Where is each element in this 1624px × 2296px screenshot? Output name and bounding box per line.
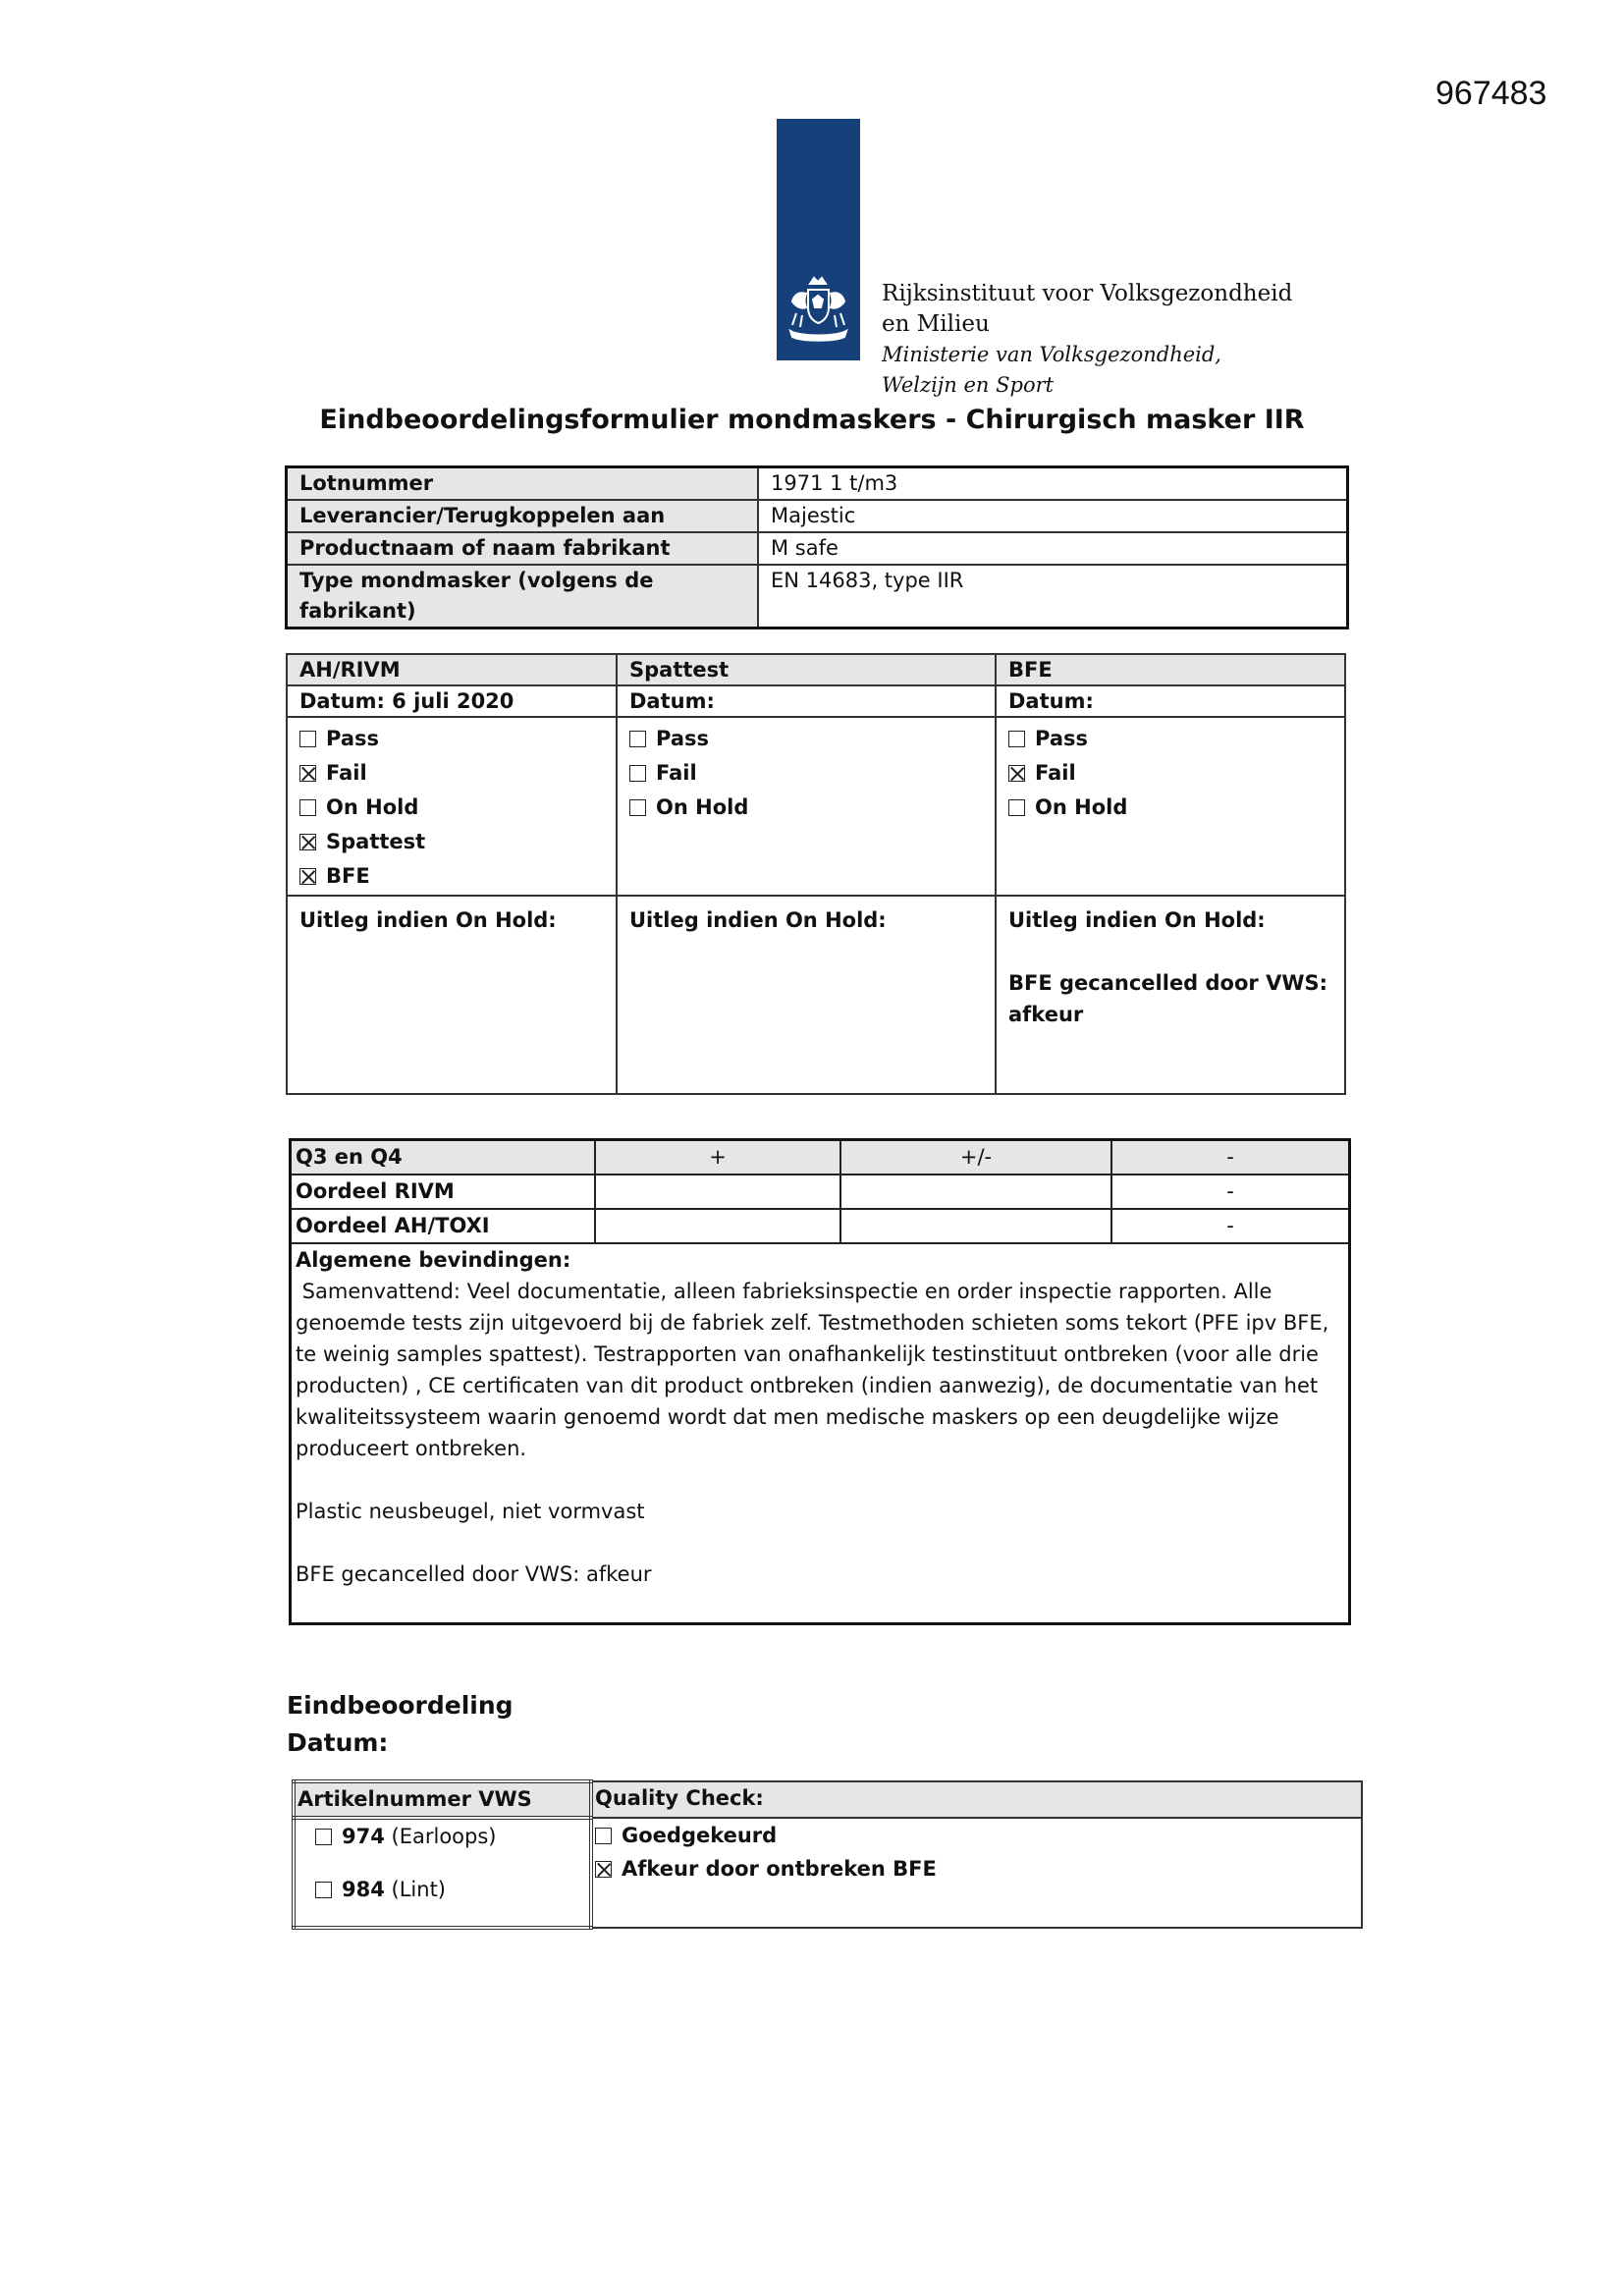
checked-checkbox-icon[interactable] — [595, 1861, 612, 1878]
options-bfe — [996, 717, 1345, 896]
table-row — [294, 1781, 1362, 1818]
explanation-ah-rivm: Uitleg indien On Hold: — [287, 896, 617, 1094]
quality-check-options — [591, 1818, 1362, 1928]
findings-line: BFE gecancelled door VWS: afkeur — [296, 1562, 652, 1586]
assessment-table — [289, 1138, 1351, 1625]
checked-checkbox-icon[interactable] — [299, 834, 316, 850]
findings-line: kwaliteitssysteem waarin genoemd wordt dat men medische maskers op een deugdelijke wijze — [296, 1405, 1279, 1429]
artikel-974[interactable]: 974 (Earloops) — [315, 1820, 587, 1853]
findings-line — [296, 1464, 1344, 1496]
assessment-header-minus: - — [1111, 1140, 1350, 1175]
assessment-cell-plus — [595, 1175, 840, 1209]
info-table — [285, 465, 1349, 629]
assessment-cell-minus: - — [1111, 1209, 1350, 1243]
form-title: Eindbeoordelingsformulier mondmaskers - Chirurgisch masker IIR — [319, 405, 1305, 435]
option-on-hold[interactable]: On Hold — [299, 791, 604, 825]
checkbox-icon[interactable] — [629, 765, 646, 782]
findings-line — [296, 1527, 1344, 1558]
assessment-header-plusminus: +/- — [840, 1140, 1111, 1175]
option-fail[interactable]: Fail — [299, 756, 604, 791]
option-fail[interactable]: Fail — [629, 756, 983, 791]
table-row — [287, 654, 1345, 685]
table-row — [287, 467, 1348, 501]
findings-cell — [291, 1243, 1350, 1624]
option-pass[interactable]: Pass — [629, 722, 983, 756]
explanation-bfe: Uitleg indien On Hold: BFE gecancelled door VWS: afkeur — [996, 896, 1345, 1094]
assessment-cell-plusminus — [840, 1175, 1111, 1209]
checkbox-icon[interactable] — [299, 799, 316, 816]
org-line-3: Ministerie van Volksgezondheid, — [882, 343, 1221, 366]
col-header-spattest: Spattest — [617, 654, 996, 685]
option-on-hold[interactable]: On Hold — [1008, 791, 1332, 825]
checkbox-icon[interactable] — [1008, 731, 1025, 747]
org-line-1: Rijksinstituut voor Volksgezondheid — [882, 281, 1293, 306]
final-title: Eindbeoordeling — [287, 1691, 514, 1720]
artikel-header: Artikelnummer VWS — [294, 1781, 591, 1818]
info-label: Productnaam of naam fabrikant — [287, 532, 759, 565]
explanation-spattest: Uitleg indien On Hold: — [617, 896, 996, 1094]
checkbox-icon[interactable] — [629, 731, 646, 747]
table-row — [291, 1175, 1350, 1209]
findings-line: genoemde tests zijn uitgevoerd bij de fabriek zelf. Testmethoden schieten soms tekort (PFE ipv BFE, — [296, 1311, 1329, 1335]
quality-check-header: Quality Check: — [591, 1781, 1362, 1818]
checked-checkbox-icon[interactable] — [299, 765, 316, 782]
findings-line: te weinig samples spattest). Testrapporten van onafhankelijk testinstituut ontbreken (voor alle drie — [296, 1342, 1319, 1366]
coat-of-arms-icon — [783, 274, 854, 346]
assessment-row-label: Oordeel RIVM — [291, 1175, 596, 1209]
table-row — [287, 532, 1348, 565]
table-row — [287, 896, 1345, 1094]
checkbox-icon[interactable] — [1008, 799, 1025, 816]
info-value: M safe — [758, 532, 1348, 565]
info-label: Lotnummer — [287, 467, 759, 501]
col-header-ah-rivm: AH/RIVM — [287, 654, 617, 685]
artikel-984[interactable]: 984 (Lint) — [315, 1873, 587, 1906]
qc-afkeur[interactable]: Afkeur door ontbreken BFE — [595, 1852, 1359, 1886]
artikel-options — [294, 1818, 591, 1928]
final-assessment-heading — [287, 1687, 514, 1762]
org-line-2: en Milieu — [882, 311, 990, 337]
checkbox-icon[interactable] — [299, 731, 316, 747]
checked-checkbox-icon[interactable] — [1008, 765, 1025, 782]
checkbox-icon[interactable] — [315, 1882, 332, 1898]
bfe-note-line-1: BFE gecancelled door VWS: — [1008, 971, 1328, 995]
table-row — [291, 1243, 1350, 1624]
date-bfe: Datum: — [996, 685, 1345, 717]
option-spattest[interactable]: Spattest — [299, 825, 604, 859]
findings-line: producten) , CE certificaten van dit product ontbreken (indien aanwezig), de documentatie van het — [296, 1374, 1319, 1397]
option-fail[interactable]: Fail — [1008, 756, 1332, 791]
organization-name — [882, 279, 1292, 401]
table-row — [294, 1818, 1362, 1928]
checkbox-icon[interactable] — [315, 1829, 332, 1845]
info-value: 1971 1 t/m3 — [758, 467, 1348, 501]
assessment-cell-plusminus — [840, 1209, 1111, 1243]
findings-label: Algemene bevindingen: — [296, 1248, 571, 1272]
government-logo — [777, 119, 860, 360]
table-row — [287, 717, 1345, 896]
options-ah-rivm — [287, 717, 617, 896]
checkbox-icon[interactable] — [629, 799, 646, 816]
option-pass[interactable]: Pass — [299, 722, 604, 756]
option-bfe[interactable]: BFE — [299, 859, 604, 894]
option-on-hold[interactable]: On Hold — [629, 791, 983, 825]
bfe-note-line-2: afkeur — [1008, 1003, 1084, 1026]
options-spattest — [617, 717, 996, 896]
qc-goedgekeurd[interactable]: Goedgekeurd — [595, 1819, 1359, 1852]
table-row — [287, 500, 1348, 532]
checkbox-icon[interactable] — [595, 1828, 612, 1844]
final-assessment-table — [292, 1779, 1363, 1930]
document-number: 967483 — [1435, 75, 1547, 112]
assessment-header-label: Q3 en Q4 — [291, 1140, 596, 1175]
assessment-row-label: Oordeel AH/TOXI — [291, 1209, 596, 1243]
assessment-header-plus: + — [595, 1140, 840, 1175]
org-line-4: Welzijn en Sport — [882, 373, 1055, 397]
table-row — [291, 1140, 1350, 1175]
findings-line: produceert ontbreken. — [296, 1437, 527, 1460]
option-pass[interactable]: Pass — [1008, 722, 1332, 756]
findings-line: Samenvattend: Veel documentatie, alleen fabrieksinspectie en order inspectie rapporten. Alle — [296, 1280, 1272, 1303]
info-value: Majestic — [758, 500, 1348, 532]
findings-line: Plastic neusbeugel, niet vormvast — [296, 1500, 645, 1523]
assessment-cell-minus: - — [1111, 1175, 1350, 1209]
table-row — [291, 1209, 1350, 1243]
test-results-table — [286, 653, 1346, 1095]
table-row — [287, 685, 1345, 717]
info-label: Leverancier/Terugkoppelen aan — [287, 500, 759, 532]
info-label: Type mondmasker (volgens de fabrikant) — [287, 565, 759, 629]
col-header-bfe: BFE — [996, 654, 1345, 685]
date-ah-rivm: Datum: 6 juli 2020 — [287, 685, 617, 717]
assessment-cell-plus — [595, 1209, 840, 1243]
final-date: Datum: — [287, 1728, 389, 1757]
date-spattest: Datum: — [617, 685, 996, 717]
info-value: EN 14683, type IIR — [758, 565, 1348, 629]
checked-checkbox-icon[interactable] — [299, 868, 316, 885]
table-row — [287, 565, 1348, 629]
